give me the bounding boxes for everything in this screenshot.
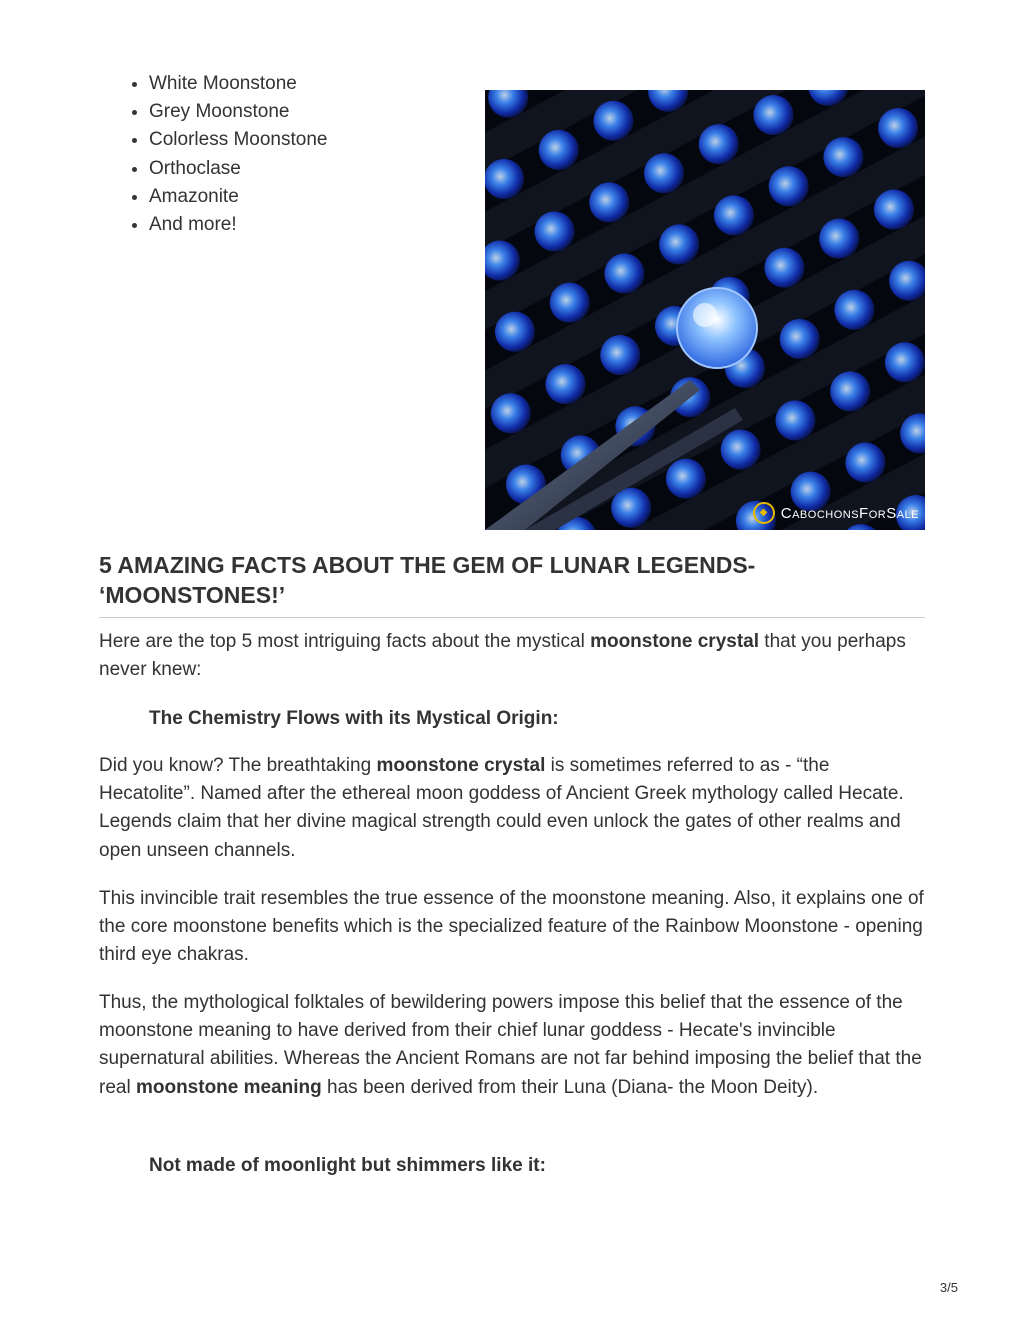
list-item: • Amazonite [149, 183, 529, 211]
section-heading: 5 AMAZING FACTS ABOUT THE GEM OF LUNAR LEGENDS- ‘MOONSTONES!’ [99, 552, 756, 608]
intro-paragraph: Here are the top 5 most intriguing facts about the mystical moonstone crystal that you perhaps never knew: [99, 631, 906, 681]
diamond-icon: ◆ [753, 502, 775, 524]
list-item: • And more! [149, 211, 529, 239]
gem-illustration [485, 90, 925, 530]
list-item: • Grey Moonstone [149, 98, 529, 126]
moonstone-photo [485, 90, 925, 530]
moonstone-types-list [99, 70, 529, 239]
list-item: • Orthoclase [149, 155, 529, 183]
subheading-chemistry: The Chemistry Flows with its Mystical Origin: [149, 708, 559, 729]
gem-highlight [693, 303, 717, 327]
brand-logo [753, 500, 919, 526]
paragraph-mythology: Thus, the mythological folktales of bewildering powers impose this belief that the essence of the moonstone meaning to have derived from their chief lunar goddess - Hecate's invincible supernatural abilities. Whereas the Ancient Romans are not far behind imposing the belief that the real moonstone meaning has been derived from their Luna (Diana- the Moon Deity). [99, 992, 922, 1098]
held-gem [677, 288, 757, 368]
list-item: • White Moonstone [149, 70, 529, 98]
divider [99, 617, 925, 618]
paragraph-essence: This invincible trait resembles the true essence of the moonstone meaning. Also, it explains one of the core moonstone benefits which is the specialized feature of the Rainbow Moonstone - opening third eye chakras. [99, 888, 924, 966]
paragraph-hecatolite: Did you know? The breathtaking moonstone crystal is sometimes referred to as - “the Hecatolite”. Named after the ethereal moon goddess of Ancient Greek mythology called Hecate. Legends claim that her divine magical strength could even unlock the gates of other realms and open unseen channels. [99, 755, 904, 861]
list-item: • Colorless Moonstone [149, 126, 529, 154]
subheading-moonlight: Not made of moonlight but shimmers like it: [149, 1155, 546, 1176]
logo-text: CabochonsForSale [780, 504, 919, 522]
page-number: 3/5 [939, 1280, 958, 1295]
